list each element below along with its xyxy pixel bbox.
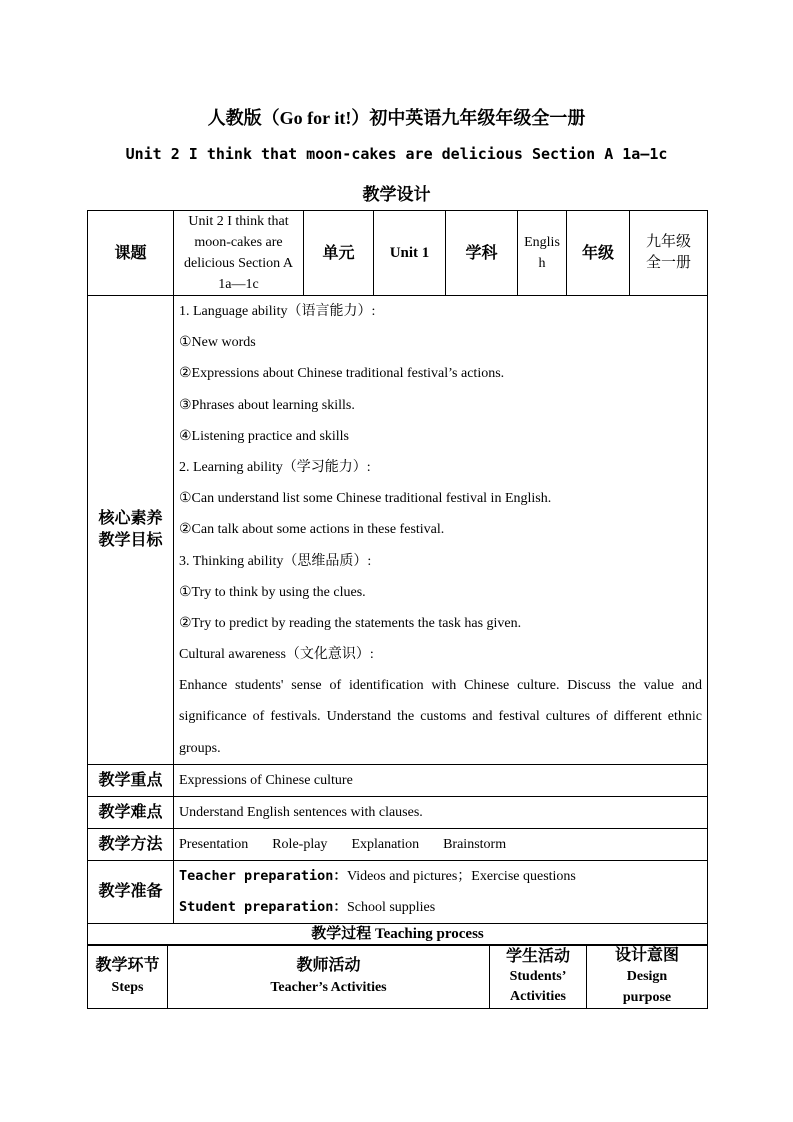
teacher-cn: 教师活动 [296, 956, 361, 974]
students-en: Students’ Activities [509, 968, 567, 1004]
method-item: Brainstorm [443, 836, 507, 852]
difficulties-value: Understand English sentences with clauses. [174, 796, 708, 828]
student-prep-label: Student preparation： [179, 898, 347, 915]
teacher-activities-header [168, 945, 490, 1009]
goal-line: ③Phrases about learning skills. [179, 397, 355, 413]
goals-content [174, 296, 708, 765]
grade-label: 年级 [567, 211, 630, 296]
goal-line: Cultural awareness（文化意识）: [179, 647, 374, 663]
difficulties-label: 教学难点 [88, 796, 174, 828]
grade-value: 九年级全一册 [630, 211, 708, 296]
method-item: Role-play [272, 836, 328, 852]
goal-line: ④Listening practice and skills [179, 428, 350, 444]
goals-label: 核心素养教学目标 [88, 296, 174, 765]
preparation-label: 教学准备 [88, 860, 174, 923]
teacher-prep-value: Videos and pictures；Exercise questions [346, 868, 576, 884]
goal-line: ①New words [179, 335, 256, 351]
goal-line: ②Try to predict by reading the statements the task has given. [179, 615, 522, 631]
subject-value: English [518, 211, 567, 296]
process-title: 教学过程 Teaching process [88, 923, 708, 945]
topic-label: 课题 [88, 211, 174, 296]
teacher-en: Teacher’s Activities [270, 979, 387, 995]
document-title: 人教版（Go for it!）初中英语九年级年级全一册 [207, 108, 586, 128]
unit-label: 单元 [304, 211, 374, 296]
method-item: Explanation [351, 836, 420, 852]
key-points-value: Expressions of Chinese culture [174, 764, 708, 796]
teacher-prep-label: Teacher preparation： [179, 867, 347, 884]
student-prep-value: School supplies [346, 899, 436, 915]
purpose-en: Design purpose [622, 969, 672, 1005]
student-activities-header [490, 945, 587, 1009]
subject-label: 学科 [446, 211, 518, 296]
preparation-content [174, 860, 708, 923]
lesson-plan-table [87, 210, 708, 946]
goal-line: 2. Learning ability（学习能力）: [179, 459, 371, 475]
unit-value: Unit 1 [374, 211, 446, 296]
purpose-cn: 设计意图 [614, 947, 679, 964]
methods-label: 教学方法 [88, 828, 174, 860]
steps-en: Steps [111, 979, 144, 995]
goal-line: ①Try to think by using the clues. [179, 584, 366, 600]
goal-line: ②Can talk about some actions in these festival. [179, 522, 445, 538]
goal-line: 1. Language ability（语言能力）: [179, 304, 376, 319]
topic-value: Unit 2 I think that moon-cakes are delicious Section A 1a—1c [174, 211, 304, 296]
process-header-table [87, 944, 708, 1009]
goal-line: ①Can understand list some Chinese traditional festival in English. [179, 491, 552, 507]
design-purpose-header [587, 945, 708, 1009]
goal-line: 3. Thinking ability（思维品质）: [179, 553, 372, 569]
culture-paragraph: Enhance students' sense of identification with Chinese culture. Discuss the value and significance of festivals. Understand the customs and festival cultures of different ethnic groups. [179, 678, 702, 756]
goal-line: ②Expressions about Chinese traditional festival’s actions. [179, 366, 505, 382]
methods-value [174, 828, 708, 860]
design-heading: 教学设计 [362, 185, 431, 204]
document-subtitle: Unit 2 I think that moon-cakes are delicious Section A 1a—1c [125, 145, 668, 163]
steps-header [88, 945, 168, 1009]
steps-cn: 教学环节 [95, 956, 160, 974]
method-item: Presentation [179, 836, 249, 852]
students-cn: 学生活动 [505, 947, 570, 965]
key-points-label: 教学重点 [88, 764, 174, 796]
